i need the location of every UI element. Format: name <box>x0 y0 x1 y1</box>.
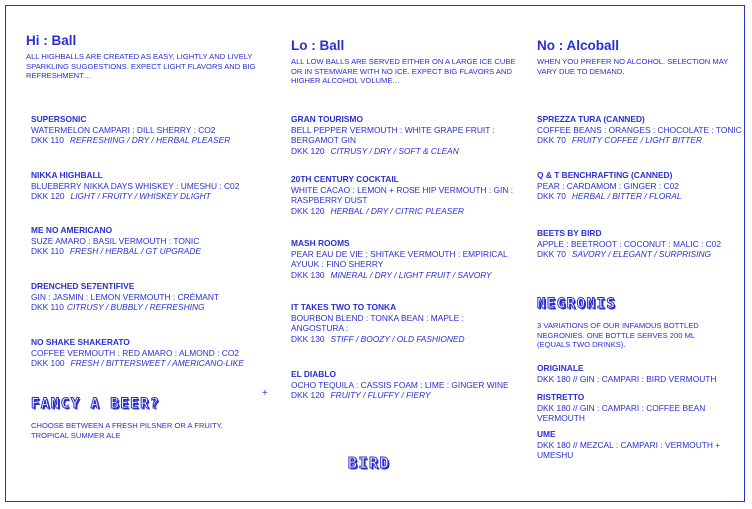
drink-name: NIKKA HIGHBALL <box>31 170 103 180</box>
drink-name: NO SHAKE SHAKERATO <box>31 337 130 347</box>
drink-tags: FRESH / HERBAL / GT UPGRADE <box>69 246 201 257</box>
drink-name: Q & T BENCHRAFTING (CANNED) <box>537 170 673 180</box>
drink-item <box>31 225 261 257</box>
drink-ingredients: PEAR : CARDAMOM : GINGER : C02 <box>537 181 679 191</box>
drink-ingredients: BOURBON BLEND : TONKA BEAN : MAPLE : ANGOSTURA : <box>291 313 464 334</box>
drink-item <box>291 238 516 280</box>
drink-ingredients: COFFEE BEANS : ORANGES : CHOCOLATE : TONIC <box>537 125 742 135</box>
drink-tags: MINERAL / DRY / LIGHT FRUIT / SAVORY <box>330 269 492 280</box>
drink-tags: HERBAL / DRY / CITRIC PLEASER <box>330 205 464 216</box>
negroni-name: UME <box>537 429 556 439</box>
drink-ingredients: APPLE : BEETROOT : COCONUT : MALIC : C02 <box>537 239 721 249</box>
lo-ball-column <box>291 38 516 86</box>
drink-name: ME NO AMERICANO <box>31 225 113 235</box>
drink-name: 20TH CENTURY COCKTAIL <box>291 174 399 184</box>
negroni-name: ORIGINALE <box>537 363 584 373</box>
drink-ingredients: BELL PEPPER VERMOUTH : WHITE GRAPE FRUIT : BERGAMOT GIN <box>291 125 495 146</box>
no-alcoball-column <box>537 38 742 76</box>
negroni-detail: DKK 180 // GIN : CAMPARI : COFFEE BEAN VERMOUTH <box>537 403 706 424</box>
drink-price: DKK 110 <box>31 302 64 313</box>
drink-price: DKK 110 <box>31 135 64 146</box>
drink-price: DKK 130 <box>291 269 325 280</box>
column-intro: ALL HIGHBALLS ARE CREATED AS EASY, LIGHTLY AND LIVELY SPARKLING SUGGESTIONS. EXPECT LIGHT FLAVORS AND BIG REFRESHMENT… <box>26 52 256 81</box>
drink-price: DKK 70 <box>537 191 566 202</box>
drink-ingredients: BLUEBERRY NIKKA DAYS WHISKEY : UMESHU : C02 <box>31 181 240 191</box>
negroni-item <box>537 363 732 384</box>
drink-name: SUPERSONIC <box>31 114 87 124</box>
drink-tags: FRUITY COFFEE / LIGHT BITTER <box>571 135 703 146</box>
drink-ingredients: COFFEE VERMOUTH : RED AMARO : ALMOND : CO2 <box>31 348 240 358</box>
negroni-detail: DKK 180 // MEZCAL : CAMPARI : VERMOUTH + UMESHU <box>537 440 721 461</box>
drink-ingredients: WHITE CACAO : LEMON + ROSE HIP VERMOUTH : GIN : RASPBERRY DUST <box>291 185 514 206</box>
drink-name: MASH ROOMS <box>291 238 350 248</box>
drink-ingredients: GIN : JASMIN : LEMON VERMOUTH : CRÉMANT <box>31 292 219 302</box>
drink-ingredients: SUZE AMARO : BASIL VERMOUTH : TONIC <box>31 236 200 246</box>
plus-sign: + <box>262 388 268 399</box>
drink-item <box>31 337 261 369</box>
drink-ingredients: WATERMELON CAMPARI : DILL SHERRY : CO2 <box>31 125 216 135</box>
negronis-intro: 3 VARIATIONS OF OUR INFAMOUS BOTTLED NEGRONIES. ONE BOTTLE SERVES 200 ML (EQUALS TWO DRINKS). <box>537 321 699 350</box>
drink-item <box>31 281 261 313</box>
drink-tags: HERBAL / BITTER / FLORAL <box>571 191 682 202</box>
drink-tags: SAVORY / ELEGANT / SURPRISING <box>571 249 712 260</box>
drink-ingredients: PEAR EAU DE VIE : SHITAKE VERMOUTH : EMPIRICAL AYUUK : FINO SHERRY <box>291 249 508 270</box>
drink-tags: REFRESHING / DRY / HERBAL PLEASER <box>69 135 231 146</box>
drink-price: DKK 100 <box>31 358 65 369</box>
drink-price: DKK 110 <box>31 246 64 257</box>
drink-item <box>537 170 742 202</box>
drink-name: IT TAKES TWO TO TONKA <box>291 302 397 312</box>
column-title: No : Alcoball <box>537 38 620 53</box>
drink-ingredients: OCHO TEQUILA : CASSIS FOAM : LIME : GINGER WINE <box>291 380 509 390</box>
negroni-item <box>537 429 732 461</box>
drink-price: DKK 120 <box>31 191 65 202</box>
drink-tags: CITRUSY / BUBBLY / REFRESHING <box>66 302 205 313</box>
drink-item <box>537 114 742 146</box>
drink-name: GRAN TOURISMO <box>291 114 363 124</box>
drink-price: DKK 120 <box>291 205 325 216</box>
drink-tags: LIGHT / FRUITY / WHISKEY DLIGHT <box>70 191 211 202</box>
drink-price: DKK 130 <box>291 333 325 344</box>
column-title: Lo : Ball <box>291 38 345 53</box>
drink-name: DRENCHED SE7ENTIFIVE <box>31 281 135 291</box>
drink-name: EL DIABLO <box>291 369 336 379</box>
drink-tags: FRUITY / FLUFFY / FIERY <box>330 390 431 401</box>
hi-ball-column <box>26 33 256 81</box>
drink-item <box>291 174 516 216</box>
drink-name: SPREZZA TURA (CANNED) <box>537 114 645 124</box>
drink-item <box>291 114 516 156</box>
drink-item <box>537 228 742 260</box>
column-title: Hi : Ball <box>26 33 77 48</box>
negroni-detail: DKK 180 // GIN : CAMPARI : BIRD VERMOUTH <box>537 374 717 384</box>
drink-item <box>31 170 261 202</box>
negroni-item <box>537 392 732 424</box>
drink-price: DKK 120 <box>291 390 325 401</box>
column-intro: WHEN YOU PREFER NO ALCOHOL. SELECTION MAY VARY DUE TO DEMAND. <box>537 57 729 76</box>
drink-item <box>291 369 516 401</box>
negroni-name: RISTRETTO <box>537 392 585 402</box>
negronis-heading: NEGRONIS <box>537 296 617 312</box>
drink-item <box>291 302 516 344</box>
drink-tags: FRESH / BITTERSWEET / AMERICANO-LIKE <box>70 358 244 369</box>
drink-price: DKK 70 <box>537 135 566 146</box>
drink-tags: CITRUSY / DRY / SOFT & CLEAN <box>330 145 459 156</box>
drink-name: BEETS BY BIRD <box>537 228 602 238</box>
beer-heading: FANCY A BEER? <box>31 396 161 412</box>
beer-text: CHOOSE BETWEEN A FRESH PILSNER OR A FRUITY, TROPICAL SUMMER ALE <box>31 421 223 440</box>
drink-tags: STIFF / BOOZY / OLD FASHIONED <box>330 333 465 344</box>
drink-price: DKK 70 <box>537 249 566 260</box>
drink-price: DKK 120 <box>291 145 325 156</box>
drink-item <box>31 114 261 146</box>
bird-logo: BIRD <box>348 454 391 472</box>
column-intro: ALL LOW BALLS ARE SERVED EITHER ON A LARGE ICE CUBE OR IN STEMWARE WITH NO ICE. EXPECT BIG FLAVORS AND HIGHER ALCOHOL VOLUME… <box>291 57 516 86</box>
